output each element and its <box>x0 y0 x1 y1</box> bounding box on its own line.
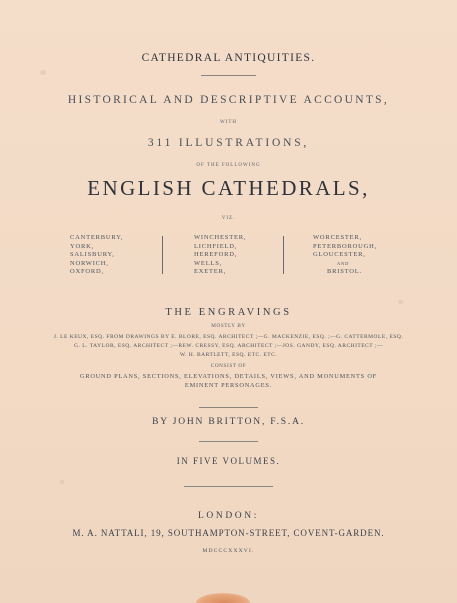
engravers-line: W. H. BARTLETT, ESQ. ETC. ETC. <box>179 352 278 358</box>
executed-by-label: MOSTLY BY <box>211 323 246 329</box>
cathedral-list-column-1 <box>70 234 123 277</box>
cathedral-name: NORWICH, <box>70 259 109 267</box>
paper-foxing <box>398 300 403 304</box>
engravings-heading: THE ENGRAVINGS <box>165 307 292 318</box>
engravers-line: J. LE KEUX, ESQ. FROM DRAWINGS BY E. BLORE, ESQ. ARCHITECT ;—G. MACKENZIE, ESQ. ;—G. CATTERMOLE, ESQ. <box>53 334 404 340</box>
cathedral-name: WINCHESTER, <box>194 234 247 241</box>
content-line: EMINENT PERSONAGES. <box>184 382 273 389</box>
with-label: WITH <box>219 120 238 125</box>
cathedral-name: PETERBOROUGH, <box>313 242 378 250</box>
cathedral-name: LICHFIELD, <box>194 242 238 250</box>
book-subtitle: HISTORICAL AND DESCRIPTIVE ACCOUNTS, <box>67 94 390 106</box>
cathedral-name: BRISTOL. <box>327 268 362 276</box>
main-heading: ENGLISH CATHEDRALS, <box>87 176 370 200</box>
volumes-line: IN FIVE VOLUMES. <box>176 456 281 466</box>
column-divider <box>162 236 163 274</box>
book-title: CATHEDRAL ANTIQUITIES. <box>141 52 316 64</box>
cathedral-name: WORCESTER, <box>313 234 362 241</box>
illustrations-count: 311 ILLUSTRATIONS, <box>147 137 310 149</box>
title-rule <box>201 75 256 76</box>
cathedral-name: EXETER, <box>194 268 227 276</box>
cathedral-list-column-2 <box>194 234 246 277</box>
viz-label: VIZ. <box>221 216 236 221</box>
cathedral-name: HEREFORD, <box>194 251 238 259</box>
paper-foxing <box>60 480 64 484</box>
imprint-year: MDCCCXXXVI. <box>202 548 255 554</box>
cathedral-name: YORK, <box>70 242 95 250</box>
following-label: OF THE FOLLOWING <box>196 163 261 168</box>
author-rule-bottom <box>199 441 258 442</box>
conjunction: AND <box>337 260 350 266</box>
author-line: BY JOHN BRITTON, F.S.A. <box>152 417 305 427</box>
column-divider <box>283 236 284 274</box>
content-line: GROUND PLANS, SECTIONS, ELEVATIONS, DETAILS, VIEWS, AND MONUMENTS OF <box>80 373 377 380</box>
paper-foxing <box>40 70 46 75</box>
cathedral-name: GLOUCESTER, <box>313 251 366 259</box>
cathedral-name: SALISBURY, <box>70 251 115 259</box>
imprint-publisher: M. A. NATTALI, 19, SOUTHAMPTON-STREET, COVENT-GARDEN. <box>72 528 385 538</box>
engravers-line: G. L. TAYLOR, ESQ. ARCHITECT ;—REW. CRESSY, ESQ. ARCHITECT ;—JOS. GANDY, ESQ. ARCHITECT ;— <box>74 343 383 349</box>
cathedral-name: OXFORD, <box>70 268 104 276</box>
consisting-of-label: CONSIST OF <box>210 363 247 369</box>
cathedral-name: CANTERBURY, <box>70 234 124 241</box>
imprint-rule <box>184 486 273 487</box>
author-rule-top <box>199 407 258 408</box>
cathedral-name: WELLS, <box>194 259 223 267</box>
imprint-city: LONDON: <box>198 511 259 521</box>
cathedral-list-column-3 <box>313 234 377 277</box>
stain-mark <box>196 593 250 603</box>
